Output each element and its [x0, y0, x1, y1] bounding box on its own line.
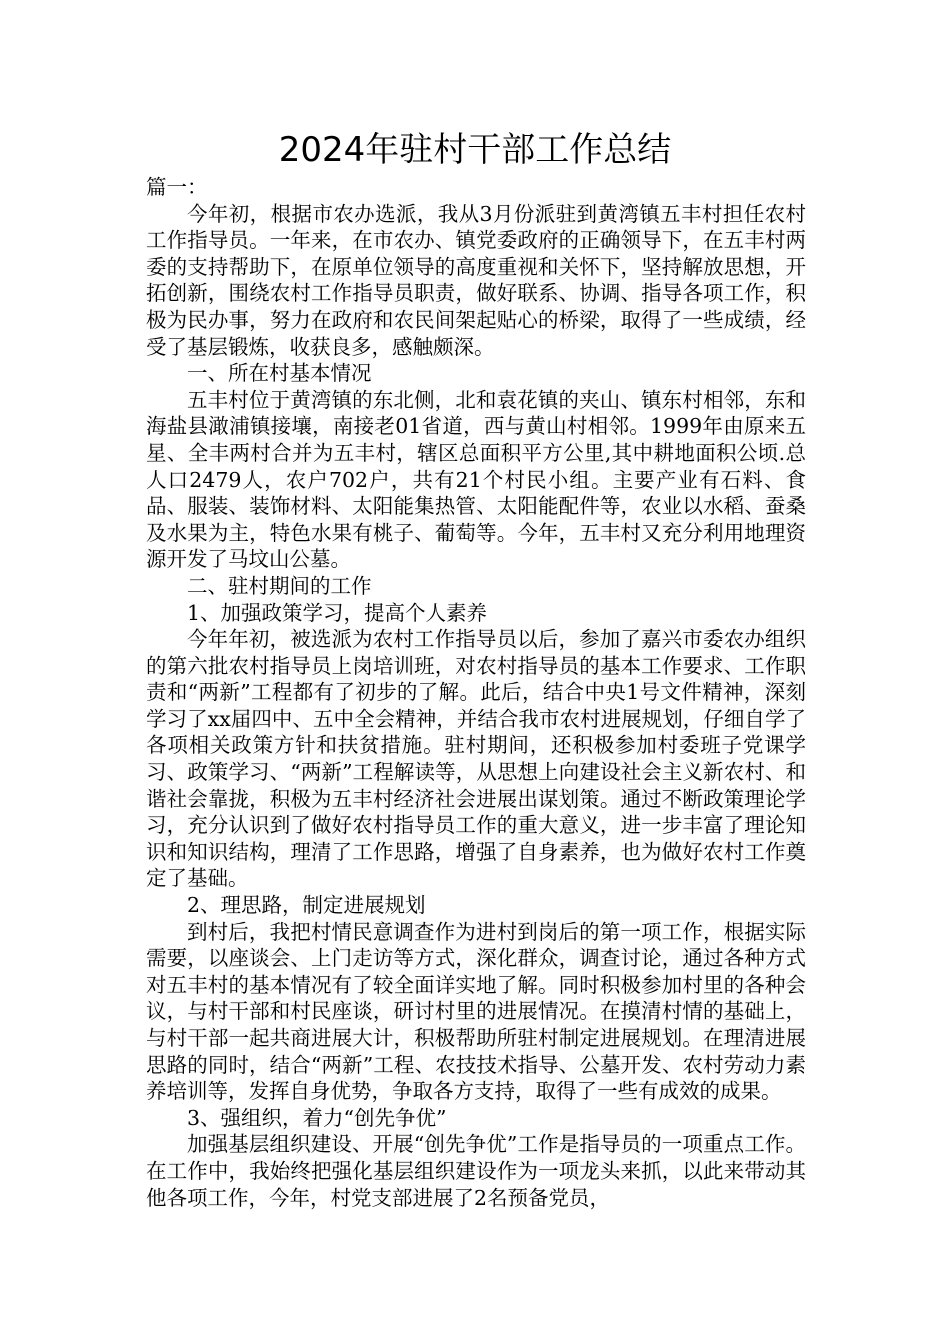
paragraph: 一、所在村基本情况 — [187, 361, 372, 386]
paragraph: 到村后，我把村情民意调查作为进村到岗后的第一项工作，根据实际需要，以座谈会、上门走访等方式，深化群众，调查讨论，通过各种方式对五丰村的基本情况有了较全面详实地了解。同时积极参加村里的各种会议，与村干部和村民座谈，研讨村里的进展情况。在摸清村情的基础上，与村干部一起共商进展大计，积极帮助所驻村制定进展规划。在理清进展思路的同时，结合“两新”工程、农技技术指导、公墓开发、农村劳动力素养培训等，发挥自身优势，争取各方支持，取得了一些有成效的成果。 — [146, 919, 806, 1104]
paragraph: 1、加强政策学习，提高个人素养 — [187, 600, 488, 625]
paragraph: 加强基层组织建设、开展“创先争优”工作是指导员的一项重点工作。在工作中，我始终把强化基层组织建设作为一项龙头来抓，以此来带动其他各项工作，今年，村党支部进展了2名预备党员， — [146, 1132, 806, 1210]
paragraph: 二、驻村期间的工作 — [187, 573, 372, 598]
paragraph: 篇一： — [146, 175, 208, 199]
document-body — [146, 174, 806, 1211]
document-title: 2024年驻村干部工作总结 — [278, 130, 672, 170]
paragraph: 今年初，根据市农办选派，我从3月份派驻到黄湾镇五丰村担任农村工作指导员。一年来，在市农办、镇党委政府的正确领导下，在五丰村两委的支持帮助下，在原单位领导的高度重视和关怀下，坚持解放思想，开拓创新，围绕农村工作指导员职责，做好联系、协调、指导各项工作，积极为民办事，努力在政府和农民间架起贴心的桥梁，取得了一些成绩，经受了基层锻炼，收获良多，感触颇深。 — [146, 201, 806, 359]
paragraph: 3、强组织，着力“创先争优” — [187, 1105, 447, 1130]
paragraph: 五丰村位于黄湾镇的东北侧，北和袁花镇的夹山、镇东村相邻，东和海盐县澉浦镇接壤，南接老01省道，西与黄山村相邻。1999年由原来五星、全丰两村合并为五丰村，辖区总面积平方公里,其中耕地面积公顷.总人口2479人，农户702户，共有21个村民小组。主要产业有石料、食品、服装、装饰材料、太阳能集热管、太阳能配件等，农业以水稻、蚕桑及水果为主，特色水果有桃子、葡萄等。今年，五丰村又充分利用地理资源开发了马坟山公墓。 — [146, 387, 806, 572]
paragraph: 2、理思路，制定进展规划 — [187, 893, 426, 918]
paragraph: 今年年初，被选派为农村工作指导员以后，参加了嘉兴市委农办组织的第六批农村指导员上岗培训班，对农村指导员的基本工作要求、工作职责和“两新”工程都有了初步的了解。此后，结合中央1号文件精神，深刻学习了xx届四中、五中全会精神，并结合我市农村进展规划，仔细自学了各项相关政策方针和扶贫措施。驻村期间，还积极参加村委班子党课学习、政策学习、“两新”工程解读等，从思想上向建设社会主义新农村、和谐社会靠拢，积极为五丰村经济社会进展出谋划策。通过不断政策理论学习，充分认识到了做好农村指导员工作的重大意义，进一步丰富了理论知识和知识结构，理清了工作思路，增强了自身素养，也为做好农村工作奠定了基础。 — [146, 627, 806, 891]
